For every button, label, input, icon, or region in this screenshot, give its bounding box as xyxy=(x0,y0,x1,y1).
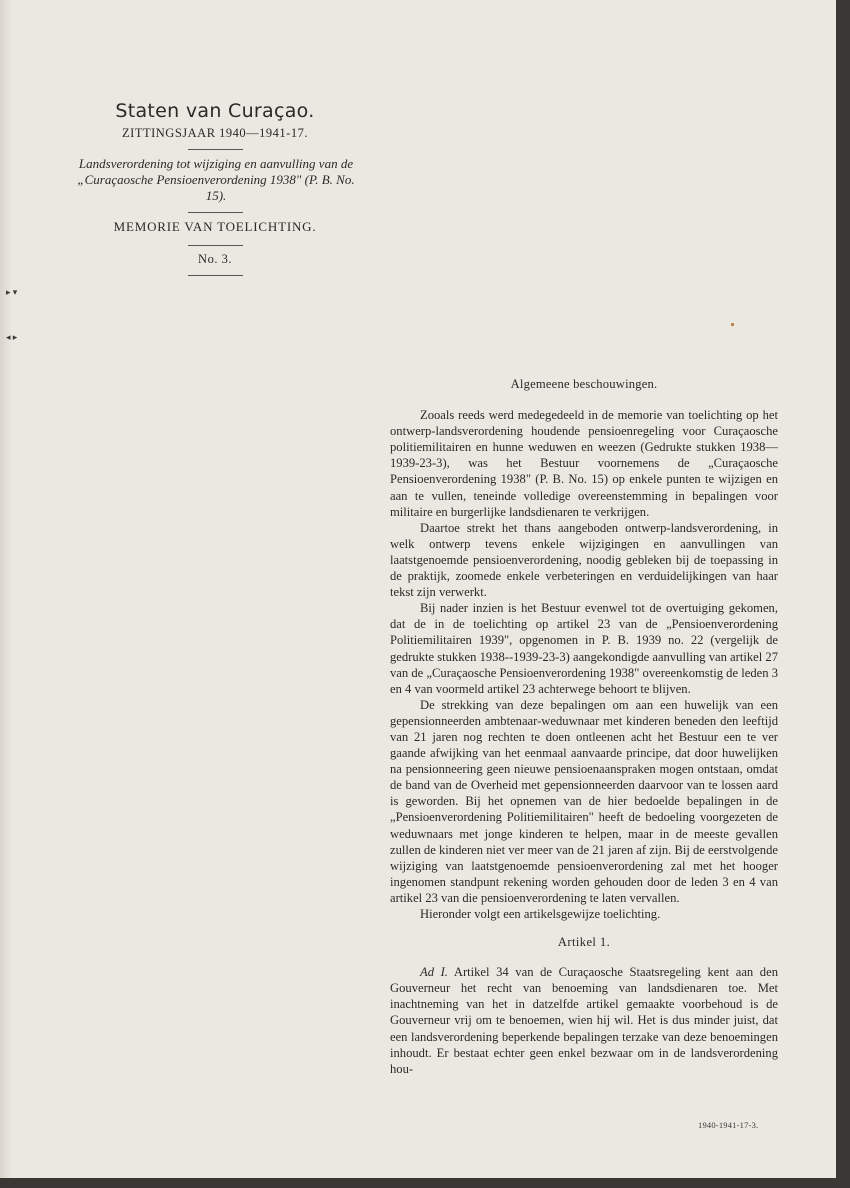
document-type: MEMORIE VAN TOELICHTING. xyxy=(113,219,317,234)
article-heading: Artikel 1. xyxy=(557,935,611,950)
paper-speck xyxy=(731,323,734,326)
divider xyxy=(188,212,243,213)
section-heading: Algemeene beschouwingen. xyxy=(510,377,658,391)
page-edge xyxy=(0,0,12,1178)
article-paragraph xyxy=(390,964,778,1077)
divider xyxy=(188,245,243,246)
paragraph: Bij nader inzien is het Bestuur evenwel tot de overtuiging gekomen, dat de in de toelichting op artikel 23 van de „Pensioenverordening Politiemilitairen 1939", opgenomen in P. B. 1939 no. 22 (vergelijk de gedrukte stukken 1938--1939-23-3) aangekondigde aanvulling van artikel 27 van de „Curaçaosche Pensioenverordening 1938" overeenkomstig de leden 3 en 4 van voormeld artikel 23 achterwege behoort te blijven. xyxy=(390,601,778,696)
paragraph: Hieronder volgt een artikelsgewijze toelichting. xyxy=(420,907,661,921)
document-code: 1940-1941-17-3. xyxy=(698,1120,759,1130)
paragraph: De strekking van deze bepalingen om aan een huwelijk van een gepensionneerden ambtenaar-weduwnaar met kinderen beneden den leeftijd van 21 jaren nog rechten te doen ontleenen acht het Bestuur een te ver gaande afwijking van het eenmaal aanvaarde principe, dat door huwelijken na pensionneering geen nieuwe pensioenaanspraken mogen ontstaan, omdat de band van de Overheid met gepensionneerden daarvoor van te lossen aard is geworden. Bij het opnemen van de hier bedoelde bepalingen in de „Pensioenverordening Politiemilitairen" heeft de bedoeling voorgezeten de weduwnaars met jonge kinderen te helpen, maar in de meeste gevallen zullen de kinderen niet ver meer van de 21 jaren af zijn. Bij de eerstvolgende wijziging van laatstgenoemde pensioenverordening zal met het hooger ingenomen standpunt rekening worden gehouden door de leden 3 en 4 van artikel 23 van die pensioenverordening te laten vervallen. xyxy=(390,697,778,905)
article-label: Ad I. xyxy=(420,965,448,980)
institution-title: Staten van Curaçao. xyxy=(115,100,315,122)
document-number: No. 3. xyxy=(198,252,232,266)
body-text xyxy=(390,376,778,1077)
divider xyxy=(188,149,243,150)
session-year: ZITTINGSJAAR 1940—1941-17. xyxy=(122,126,308,140)
binding-hole-marks: ◂ ▸ xyxy=(6,332,18,342)
document-header xyxy=(70,100,360,282)
binding-hole-marks: ▸ ▾ xyxy=(6,287,18,297)
divider xyxy=(188,275,243,276)
paragraph: Daartoe strekt het thans aangeboden ontwerp-landsverordening, in welk ontwerp tevens enkele wijzigingen en aanvullingen van laatstgenoemde pensioenverordening, noodig gebleken bij de toepassing in de praktijk, zoomede enkele verbeteringen en verduidelijkingen van haar tekst zijn verwerkt. xyxy=(390,520,778,600)
paragraph: Zooals reeds werd medegedeeld in de memorie van toelichting op het ontwerp-landsverordening houdende pensioenregeling voor Curaçaosche politiemilitairen en hunne weduwen en weezen (Gedrukte stukken 1938—1939-23-3), was het Bestuur voornemens de „Curaçaosche Pensioenverordening 1938" (P. B. No. 15) op enkele punten te wijzigen en aan te vullen, teneinde volledige overeenstemming in bepalingen voor militaire en burgerlijke landsdienaren te verkrijgen. xyxy=(390,408,778,519)
article-text: Artikel 34 van de Curaçaosche Staatsregeling kent aan den Gouverneur het recht van benoeming van landsdienaren toe. Met inachtneming van het in datzelfde artikel gemaakte voorbehoud is de Gouverneur vrij om te benoemen, wien hij wil. Het is dus minder juist, dat een landsverordening beperkende bepalingen terzake van deze benoemingen inhoudt. Er bestaat echter geen enkel bezwaar om in de landsverordening hou- xyxy=(390,965,778,1076)
document-subject: Landsverordening tot wijziging en aanvulling van de „Curaçaosche Pensioenverordening 1938" (P. B. No. 15). xyxy=(77,156,355,203)
